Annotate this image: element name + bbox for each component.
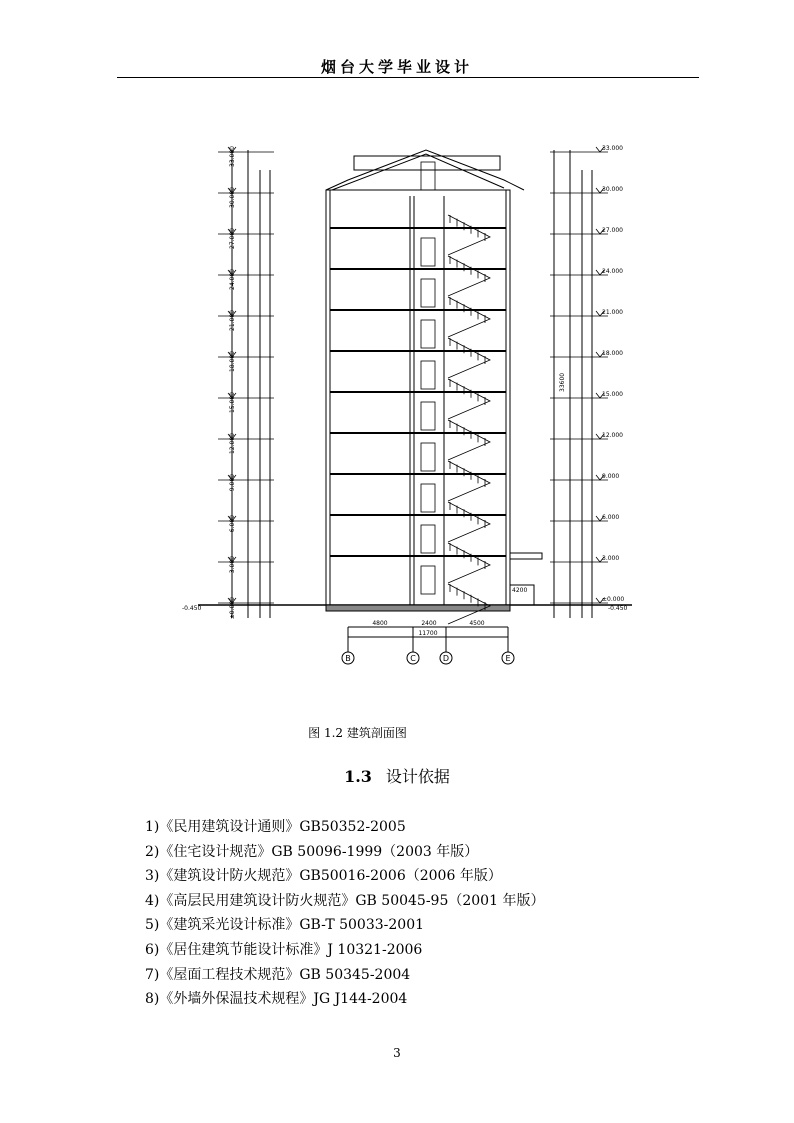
- ground-level-label: -0.450: [182, 605, 202, 612]
- right-ground-level-label: -0.450: [608, 605, 628, 612]
- left-elevation-label: 15.000: [229, 392, 236, 413]
- door: [421, 238, 435, 266]
- left-elevation-label: 3.000: [229, 556, 236, 574]
- right-elevation-label: 6.000: [602, 514, 620, 521]
- left-elevation-label: 18.000: [229, 351, 236, 372]
- overall-height-label: 33600: [559, 372, 566, 392]
- stair-flight: [448, 379, 490, 419]
- left-elevation-label: 27.000: [229, 228, 236, 249]
- right-elevation-label: ±0.000: [602, 596, 625, 603]
- bottom-dimension-label: 4800: [372, 620, 388, 627]
- door: [421, 402, 435, 430]
- right-elevation-label: 24.000: [602, 268, 623, 275]
- right-elevation-label: 21.000: [602, 309, 623, 316]
- left-elevation-label: 9.000: [229, 474, 236, 492]
- door: [421, 484, 435, 512]
- right-elevation-label: 27.000: [602, 227, 623, 234]
- axis-marker-label: C: [410, 654, 416, 663]
- right-elevation-label: 30.000: [602, 186, 623, 193]
- header-rule: [117, 77, 699, 78]
- right-elevation-label: 9.000: [602, 473, 620, 480]
- right-elevation-label: 12.000: [602, 432, 623, 439]
- total-dimension-label: 11700: [418, 630, 438, 637]
- axis-marker-label: E: [505, 654, 511, 663]
- reference-item: 3)《建筑设计防火规范》GB50016-2006（2006 年版）: [145, 868, 502, 885]
- axis-marker-label: D: [442, 654, 450, 663]
- door: [421, 320, 435, 348]
- stair-flight: [448, 420, 490, 460]
- stair-flight: [448, 256, 490, 296]
- right-elevation-label: 33.000: [602, 145, 623, 152]
- door: [421, 443, 435, 471]
- door: [421, 525, 435, 553]
- stair-flight: [448, 297, 490, 337]
- left-elevation-label: 21.000: [229, 310, 236, 331]
- bottom-dimension-label: 4500: [469, 620, 485, 627]
- section-title-text: 设计依据: [385, 767, 450, 786]
- reference-item: 4)《高层民用建筑设计防火规范》GB 50045-95（2001 年版）: [145, 892, 545, 909]
- reference-item: 8)《外墙外保温技术规程》JG J144-2004: [145, 991, 408, 1008]
- axis-marker-label: B: [345, 654, 351, 663]
- building-section-drawing: [178, 140, 648, 670]
- reference-item: 6)《居住建筑节能设计标准》J 10321-2006: [145, 941, 423, 958]
- left-elevation-label: 30.000: [229, 187, 236, 208]
- figure-caption: 图 1.2 建筑剖面图: [308, 726, 407, 740]
- left-elevation-label: 24.000: [229, 269, 236, 290]
- stair-flight: [448, 502, 490, 542]
- reference-item: 1)《民用建筑设计通则》GB50352-2005: [145, 819, 406, 835]
- bottom-dimension-label: 2400: [421, 620, 437, 627]
- door: [421, 361, 435, 389]
- door: [421, 566, 435, 594]
- door: [421, 162, 435, 190]
- left-elevation-label: 6.000: [229, 515, 236, 533]
- stair-flight: [448, 215, 490, 255]
- page-header-title: 烟台大学毕业设计: [320, 58, 473, 76]
- stair-flight: [448, 461, 490, 501]
- section-number: 1.3: [344, 767, 372, 786]
- section-heading: [0, 764, 794, 787]
- stair-flight: [448, 543, 490, 583]
- left-elevation-label: 33.000: [229, 146, 236, 167]
- right-elevation-label: 3.000: [602, 555, 620, 562]
- reference-item: 5)《建筑采光设计标准》GB-T 50033-2001: [145, 917, 425, 934]
- reference-item: 2)《住宅设计规范》GB 50096-1999（2003 年版）: [145, 843, 479, 860]
- reference-list: [145, 815, 544, 1012]
- left-elevation-label: ±0.000: [229, 597, 236, 620]
- entry-height-label: 4200: [512, 587, 528, 594]
- stair-flight: [448, 338, 490, 378]
- right-elevation-label: 18.000: [602, 350, 623, 357]
- left-elevation-label: 12.000: [229, 433, 236, 454]
- door: [421, 279, 435, 307]
- right-elevation-label: 15.000: [602, 391, 623, 398]
- page-number: 3: [393, 1046, 401, 1060]
- reference-item: 7)《屋面工程技术规范》GB 50345-2004: [145, 966, 411, 983]
- stair-flight: [448, 584, 490, 624]
